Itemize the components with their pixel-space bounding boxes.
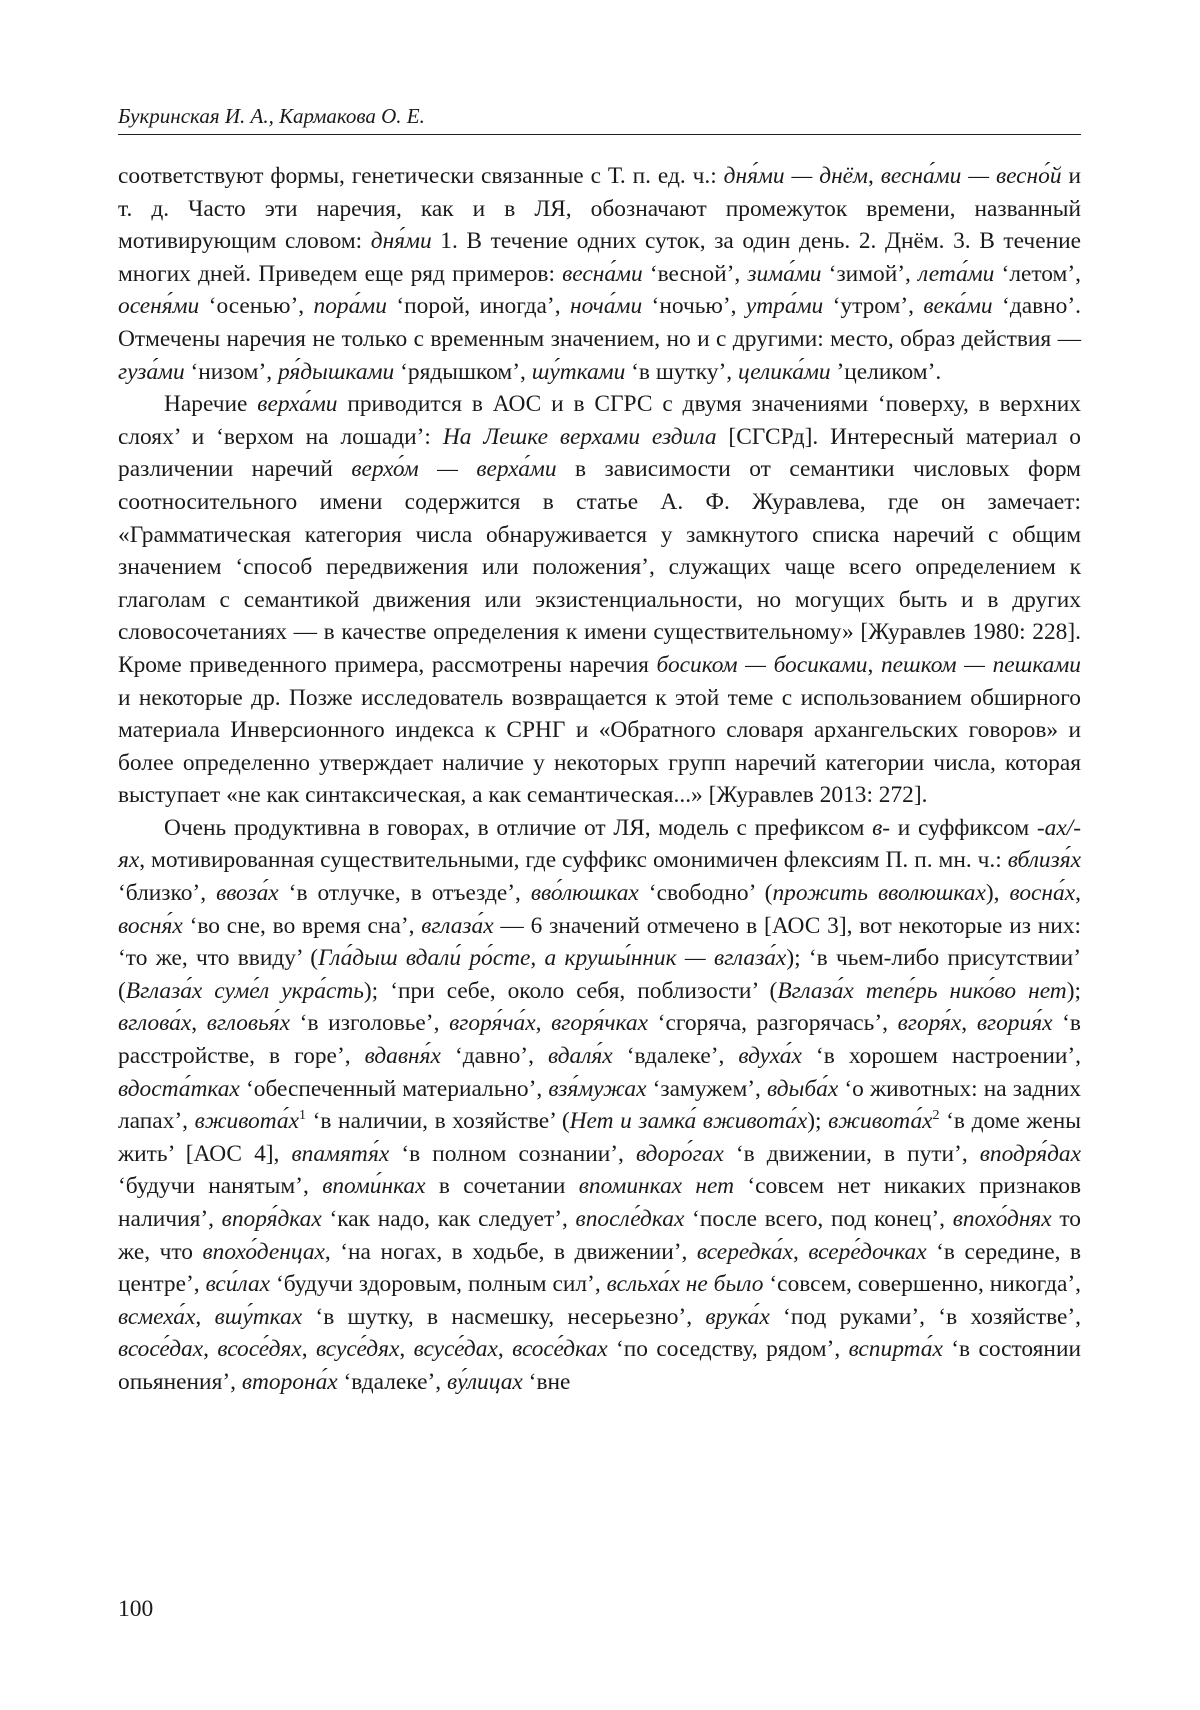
text-run: ‘вдалеке’, [612,1043,739,1070]
text-run: ‘утром’, [823,293,924,320]
italic-term: вво́люшках [530,880,639,907]
running-head: Букринская И. А., Кармакова О. Е. [118,104,425,128]
italic-term: вдавня́х [364,1043,441,1070]
italic-term: вдуха́х [738,1043,802,1070]
text-run: ‘ночью’, [642,293,746,320]
text-run: ‘совсем нет никаких признаков наличия’, [118,1173,1082,1232]
text-run: Очень продуктивна в говорах, в отличие от ЛЯ, модель с префиксом [164,814,873,841]
text-run: ‘в полном сознании’, [389,1140,636,1167]
text-run: и т. д. Часто эти наречия, как и в ЛЯ, обозначают промежуток времени, названный мотивирующим словом: [118,163,1082,255]
text-run: ‘будучи здоровым, полным сил’, [270,1271,607,1298]
italic-term: пора́ми [313,293,387,320]
text-run: , [1075,880,1081,907]
text-run: , [868,163,881,189]
text-run: , [792,1238,809,1265]
text-run: ‘в состоянии опьянения’, [118,1336,1081,1395]
text-run: ‘осенью’, [199,293,314,320]
italic-term: вгоря́чках [551,1010,648,1037]
text-run: ’целиком’. [830,358,942,385]
italic-term: века́ми [923,293,993,320]
text-run: Наречие [164,391,258,418]
text-run: , [867,651,881,678]
italic-term: вдаля́х [547,1043,613,1070]
italic-term: вживота́х [828,1108,933,1135]
italic-term: вдоста́тках [118,1075,240,1102]
text-run: ‘как надо, как следует’, [321,1206,576,1232]
paragraph [118,160,1081,388]
body-text [118,160,1081,1399]
text-run: ‘совсем, совершенно, никогда’, [763,1271,1082,1298]
text-run: ‘в шутку, в насмешку, несерьезно’, [302,1303,706,1330]
italic-term: вглова́х [118,1010,192,1037]
text-run: [СГСРд]. Интересный материал о различении наречий [118,423,1081,483]
text-run: в сочетании [425,1173,579,1200]
italic-term: вглаза́х [421,912,494,939]
text-run: ‘в движении, в пути’, [723,1140,980,1167]
superscript-index: 1 [299,1108,306,1124]
italic-term: Нет и замка́ вживота́х [569,1108,808,1135]
text-run: ‘весной’, [642,260,748,287]
text-run: , [203,1336,218,1363]
italic-term: впоря́дках [221,1206,322,1232]
italic-term: впоминках нет [578,1173,734,1200]
text-run: ‘давно’. Отмечены наречия не только с временным значением, но и с другими: место, образ действия — [118,293,1081,352]
text-run: ‘давно’, [440,1043,548,1070]
italic-term: осеня́ми [118,293,200,320]
italic-term: впамятя́х [291,1140,390,1167]
italic-term: утра́ми [745,293,824,320]
italic-term: ввоза́х [216,880,279,907]
text-run: и суффиксом [890,814,1037,841]
text-run: , [961,1010,977,1037]
italic-term: всусе́дях [315,1336,400,1363]
italic-term: дня́ми — днём [723,163,868,189]
page-number: 100 [118,1596,154,1622]
text-run: ‘о животных: на задних лапах’, [118,1075,1081,1135]
text-run: ), [985,880,1010,907]
italic-term: вгория́х [976,1010,1053,1037]
italic-term: шу́тками [531,358,626,385]
italic-term: босиком — босиками [656,651,868,678]
italic-term: в- [872,814,891,841]
italic-term: гуза́ми [118,358,185,385]
italic-term: Вглаза́х суме́л укра́сть [125,977,364,1004]
italic-term: восня́х [118,912,183,939]
text-run: ‘под руками’, ‘в хозяйстве’, [769,1303,1081,1330]
text-run: ‘вне [522,1368,571,1395]
text-run: , [399,1336,414,1363]
italic-term: врука́х [705,1303,770,1330]
text-run: ‘во сне, во время сна’, [182,912,422,939]
italic-term: впохо́днях [952,1206,1052,1232]
text-run: ‘в шутку’, [625,358,738,385]
italic-term: вдоро́гах [635,1140,724,1167]
italic-term: взя́мужах [548,1075,647,1102]
text-run: , [497,1336,513,1363]
text-run: , ‘на ногах, в ходьбе, в движении’, [324,1238,697,1265]
italic-term: вживота́х [194,1108,299,1135]
text-run: ‘в хорошем настроении’, [801,1043,1082,1070]
paragraph [118,388,1081,812]
text-run: ); ‘при себе, около себя, поблизости’ ( [363,977,778,1004]
italic-term: восна́х [1009,880,1076,907]
text-run: ‘в расстройстве, в горе’, [118,1010,1081,1070]
italic-term: -ах/-ях [118,814,1082,874]
text-run: ‘сгоряча, разгорячась’, [647,1010,898,1037]
italic-term: зима́ми [747,260,822,287]
italic-term: всосе́дах [118,1336,204,1363]
italic-term: вгоря́х [897,1010,962,1037]
italic-term: вспирта́х [848,1336,943,1363]
text-run: ‘замужем’, [646,1075,768,1102]
text-run: ‘свободно’ ( [638,880,773,907]
italic-term: лета́ми [918,260,995,287]
italic-term: впохо́денцах [202,1238,325,1265]
italic-term: всередка́х [696,1238,793,1265]
italic-term: всере́дочках [808,1238,927,1265]
italic-term: На Лешке верхами ездила [442,423,717,450]
italic-term: вдыба́х [767,1075,839,1102]
text-run: ‘в середине, в центре’, [118,1238,1082,1298]
italic-term: ноча́ми [569,293,643,320]
text-run: ); [1066,977,1081,1004]
text-run: ‘близко’, [118,880,217,907]
italic-term: весна́ми — весно́й [880,163,1062,189]
text-run: , [195,1303,215,1330]
text-run: ‘в доме жены жить’ [АОС 4], [118,1108,1081,1167]
italic-term: пешком — пешками [880,651,1081,678]
text-run: ‘после всего, под конец’, [684,1206,953,1232]
text-run: , [535,1010,552,1037]
italic-term: прожить вволюшках [772,880,986,907]
text-run: ‘вдалеке’, [337,1368,447,1395]
italic-term: вшу́тках [214,1303,303,1330]
text-run: ‘обеспеченный материально’, [239,1075,549,1102]
italic-term: вблизя́х [1007,847,1081,874]
text-run: ‘в изголовье’, [289,1010,450,1037]
text-run: соответствуют формы, генетически связанные с Т. п. ед. ч.: [118,163,724,189]
text-run: — 6 значений отмечено в [АОС 3], вот некоторые из них: ‘то же, что ввиду’ ( [118,912,1081,972]
text-run: ); ‘в чьем-либо присутствии’ ( [118,945,1081,1004]
text-run: ‘по соседству, рядом’, [607,1336,849,1363]
italic-term: всмеха́х [118,1303,196,1330]
text-run: ‘порой, иногда’, [386,293,570,320]
text-run: 1. В течение одних суток, за один день. 2. Днём. 3. В течение многих дней. Приведем еще ряд примеров: [118,228,1081,287]
italic-term: целика́ми [737,358,831,385]
text-run: , мотивированная существительными, где суффикс омонимичен флексиям П. п. мн. ч.: [139,847,1008,874]
italic-term: впосле́дках [575,1206,685,1232]
italic-term: дня́ми [370,228,432,255]
text-run: , [301,1336,316,1363]
italic-term: всльха́х не было [606,1271,764,1298]
text-run: то же, что [118,1206,1081,1265]
italic-term: ря́дышками [277,358,395,385]
italic-term: впоми́нках [322,1173,426,1200]
italic-term: всосе́дях [217,1336,302,1363]
italic-term: верхо́м — верха́ми [351,456,557,483]
italic-term: вси́лах [205,1271,271,1298]
text-run: ‘летом’, [994,260,1081,287]
text-run: ‘зимой’, [821,260,919,287]
text-run: ‘в наличии, в хозяйстве’ ( [306,1108,570,1135]
italic-term: второна́х [241,1368,338,1395]
italic-term: верха́ми [257,391,338,418]
text-run: в зависимости от семантики числовых форм соотносительного имени содержится в статье А. Ф. Журавлева, где он замечает: «Грамматическая категория числа обнаруживается у замкнутого списка наречий с общим значением ‘способ передвижения или положения’, служащих чаще всего определением к глаголам с семантикой движения или экзистенциальности, но могущих быть и в других словосочетаниях — в качестве определения к имени существительному» [Журавлев 1980: 228]. Кроме приведенного примера, рассмотрены наречия [118,456,1081,678]
text-run: , [191,1010,207,1037]
italic-term: вгловья́х [206,1010,290,1037]
text-run: ‘в отлучке, в отъезде’, [278,880,531,907]
italic-term: вгоря́ча́х [449,1010,536,1037]
paragraph [118,812,1081,1399]
italic-term: весна́ми [562,260,643,287]
header-rule [118,134,1081,135]
text-run: ‘низом’, [184,358,278,385]
italic-term: Гла́дыш вдали́ ро́сте, а крушы́нник — вглаза́х [318,945,787,972]
italic-term: вподря́дах [979,1140,1082,1167]
text-run: ); [807,1108,829,1135]
text-run: и некоторые др. Позже исследователь возвращается к этой теме с использованием обширного материала Инверсионного индекса к СРНГ и «Обратного словаря архангельских говоров» и более определенно утверждает наличие у некоторых групп наречий категории числа, которая выступает «не как синтаксическая, а как семантическая...» [Журавлев 2013: 272]. [118,684,1081,809]
italic-term: Вглаза́х тепе́рь нико́во нет [777,977,1067,1004]
italic-term: всосе́дках [512,1336,608,1363]
italic-term: ву́лицах [446,1368,523,1395]
text-run: ‘рядышком’, [394,358,532,385]
text-run: приводится в АОС и в СГРС с двумя значениями ‘поверху, в верхних слоях’ и ‘верхом на лошади’: [118,391,1082,450]
text-run: ‘будучи нанятым’, [118,1173,323,1200]
italic-term: всусе́дах [413,1336,498,1363]
superscript-index: 2 [932,1108,940,1124]
